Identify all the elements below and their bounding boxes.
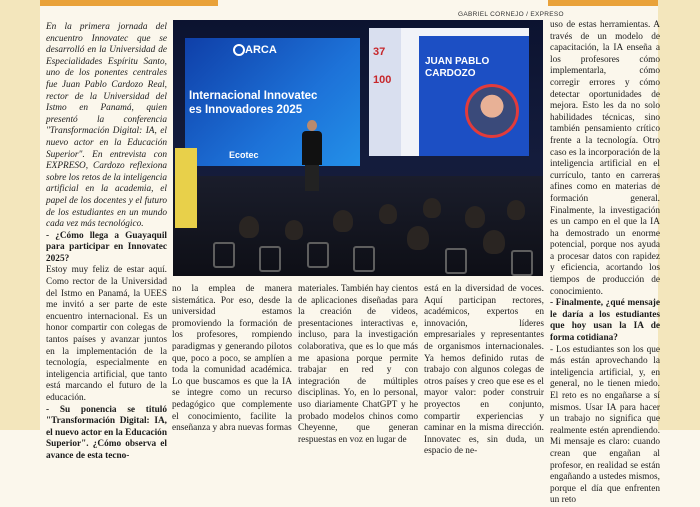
audience-head (379, 204, 397, 224)
speaker-portrait (465, 84, 519, 138)
answer-final: - Los estudiantes son los que más están aprovechando la inteligencia artificial, y, en general, no le tienen miedo. El reto es no engañarse a sí mismos. Usar IA para hacer un trabajo no significa que realmente estén aprendiendo. Mi mensaje es claro: cuando crean que engañan al profesor, en realidad se están engañando a ustedes mismos, porque el día que enfrenten un reto (550, 344, 660, 506)
audience-chair (259, 246, 281, 272)
article-column-4 (424, 284, 544, 458)
audience-head (239, 216, 259, 238)
screen-logo-text: ARCA (245, 44, 277, 56)
banner-strip (369, 28, 401, 156)
question-1: - ¿Cómo llega a Guayaquil para participar en Innovatec 2025? (46, 230, 167, 264)
screen-footer-logo: Ecotec (229, 150, 259, 160)
event-photo (173, 20, 543, 276)
article-column-1 (46, 22, 167, 463)
roll-up-banner (175, 148, 197, 228)
screen-title-line-1: Internacional Innovatec (189, 90, 318, 102)
speaker-banner (369, 28, 529, 156)
left-page-margin (0, 0, 40, 430)
speaker-first-name: JUAN PABLO (425, 56, 490, 67)
speaker-last-name: CARDOZO (425, 68, 476, 79)
arca-logo-icon (233, 44, 245, 56)
photo-credit: GABRIEL CORNEJO / EXPRESO (458, 11, 564, 18)
column-top-rule (40, 0, 218, 6)
audience-head (407, 226, 429, 250)
banner-number-1: 37 (373, 46, 386, 58)
answer-1: Estoy muy feliz de estar aquí. Como rector de la Universidad del Istmo en Panamá, la UEES me invitó a ser parte de este encuentro internacional. Es un honor compartir con colegas de tantos países y avanzar juntos en la implementación de la tecnología, especialmente en inteligencia artificial, que tanto está marcando el futuro de la educación. (46, 265, 167, 403)
column-2-text: no la emplea de manera sistemática. Por eso, desde la universidad estamos promoviendo la formación de los profesores, rompiendo paradigmas y generando pilotos que, poco a poco, se amplíen a toda la comunidad académica. Lo que buscamos es que la IA se integre como un recurso pedagógico que complemente el conocimiento, facilite la enseñanza y abra nuevas formas (172, 284, 292, 434)
column-top-rule-right (548, 0, 658, 6)
audience-head (285, 220, 303, 240)
projection-screen (185, 38, 360, 166)
speaker-name-panel (419, 36, 529, 156)
question-2: - Su ponencia se tituló "Transformación Digital: IA, el nuevo actor en la Educación Superior". ¿Cómo observa el avance de esta tecno- (46, 404, 167, 461)
audience-chair (353, 246, 375, 272)
column-3-text: materiales. También hay cientos de aplicaciones diseñadas para la creación de videos, presentaciones interactivas e, incluso, para la investigación colaborativa, que es lo que más me apasiona porque permite trabajar en red y con integración de múltiples disciplinas. Yo, en lo personal, uso diariamente ChatGPT y he probado modelos chinos como Cheyenne, que generan respuestas en voz en lugar de (298, 284, 418, 445)
speaker-body (302, 131, 322, 165)
audience-chair (213, 242, 235, 268)
audience-chair (307, 242, 329, 268)
column-5-text: uso de estas herramientas. A través de un modelo de capacitación, la IA enseña a los profesores cómo implementarla, cómo corregir errores y cómo detectar oportunidades de mejora. Esto les da no solo habilidades técnicas, sino también pensamiento crítico frente a la tecnología. Otro caso es la incorporación de la inteligencia artificial en el currículo, tanto en carreras afines como en materias de formación general. Finalmente, la investigación es un campo en el que la IA ha demostrado un enorme potencial, porque nos ayuda a procesar datos con rapidez y eficiencia, acortando los tiempos de producción de conocimiento. (550, 20, 660, 297)
article-column-3 (298, 284, 418, 446)
speaker-figure (301, 120, 323, 190)
audience-head (507, 200, 525, 220)
article-intro: En la primera jornada del encuentro Innovatec que se desarrolló en la Universidad de Especialidades Espíritu Santo, uno de los ponentes centrales fue Juan Pablo Cardozo Real, rector de la Universidad del Istmo en Panamá, quien presentó la conferencia "Transformación Digital: IA, el nuevo actor en la Educación Superior". En entrevista con EXPRESO, Cardozo reflexiona sobre los retos de la inteligencia artificial en la academia, el papel de los docentes y el futuro de los estudiantes en un mundo cada vez más tecnológico. (46, 22, 167, 230)
audience-chair (445, 248, 467, 274)
audience-head (423, 198, 441, 218)
audience-head (333, 210, 353, 232)
right-page-margin (658, 0, 700, 430)
column-4-text: está en la diversidad de voces. Aquí participan rectores, académicos, expertos en innovación, líderes empresariales y representantes de organismos internacionales. Ya hemos definido rutas de trabajo con algunos colegas de otros países y creo que ese es el mayor valor: poder construir proyectos en conjunto, compartir experiencias y caminar en la misma dirección. Innovatec es, sin duda, un espacio de ne- (424, 284, 544, 457)
banner-number-2: 100 (373, 74, 392, 86)
article-column-5 (550, 20, 660, 507)
speaker-head (307, 120, 317, 131)
audience-head (465, 206, 485, 228)
article-column-2 (172, 284, 292, 435)
audience-head (483, 230, 505, 254)
question-final: - Finalmente, ¿qué mensaje le daría a los estudiantes que hoy usan la IA de forma cotidiana? (550, 298, 660, 344)
speaker-legs (305, 165, 319, 191)
screen-title-line-2: es Innovadores 2025 (189, 104, 303, 116)
audience-chair (511, 250, 533, 276)
